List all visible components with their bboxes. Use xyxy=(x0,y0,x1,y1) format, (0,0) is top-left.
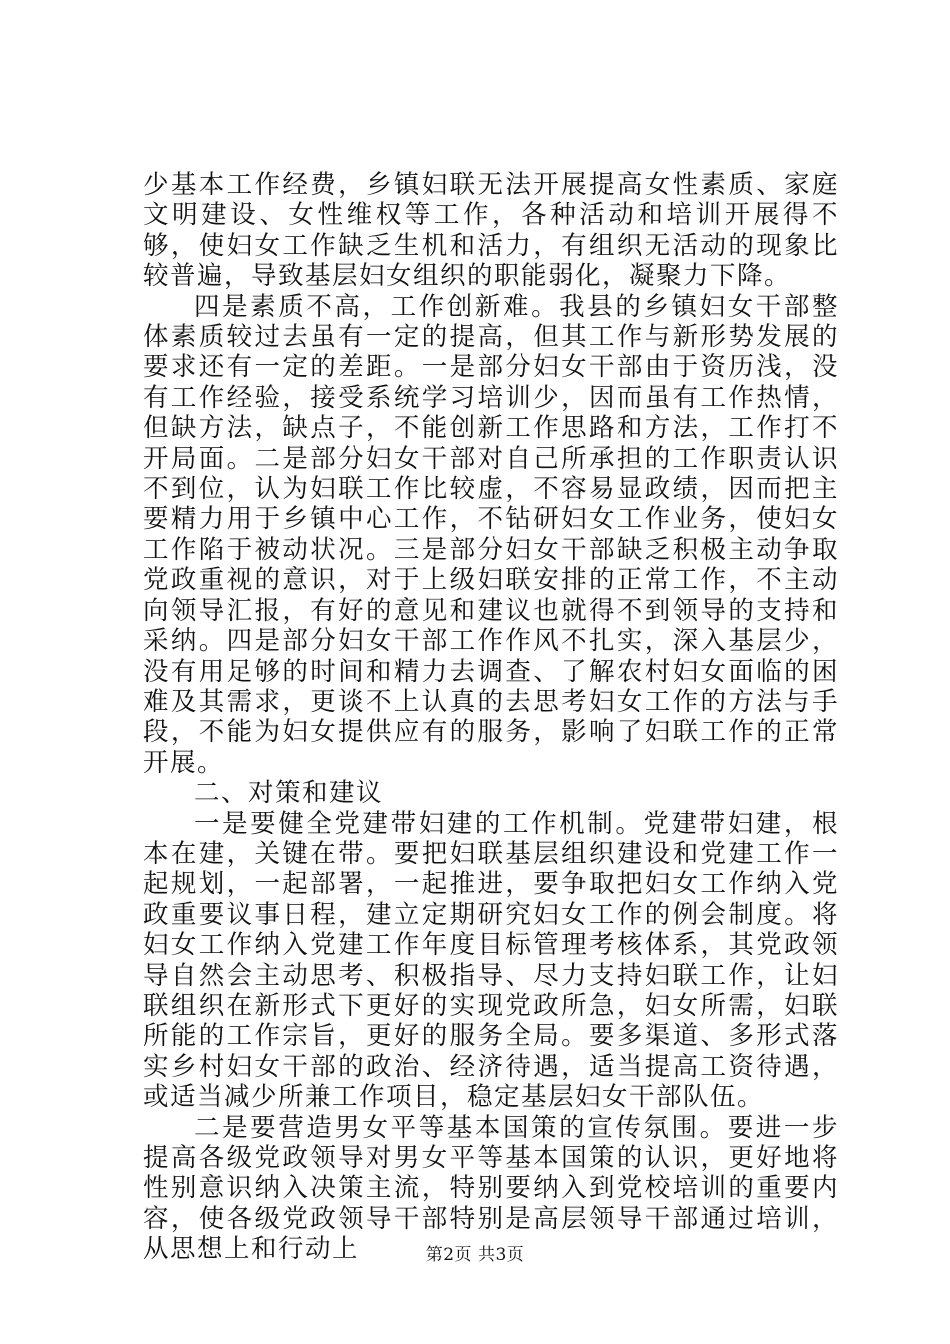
paragraph-continuation: 少基本工作经费，乡镇妇联无法开展提高女性素质、家庭文明建设、女性维权等工作，各种活动和培训开展得不够，使妇女工作缺乏生机和活力，有组织无活动的现象比较普遍，导致基层妇女组织的职能弱化，凝聚力下降。 xyxy=(143,170,839,292)
paragraph-mechanism: 一是要健全党建带妇建的工作机制。党建带妇建，根本在建，关键在带。要把妇联基层组织建设和党建工作一起规划，一起部署，一起推进，要争取把妇女工作纳入党政重要议事日程，建立定期研究妇女工作的例会制度。将妇女工作纳入党建工作年度目标管理考核体系，其党政领导自然会主动思考、积极指导、尽力支持妇联工作，让妇联组织在新形式下更好的实现党政所急，妇女所需，妇联所能的工作宗旨，更好的服务全局。要多渠道、多形式落实乡村妇女干部的政治、经济待遇，适当提高工资待遇，或适当减少所兼工作项目，稳定基层妇女干部队伍。 xyxy=(143,808,839,1113)
document-body xyxy=(143,170,839,1265)
paragraph-quality-issue: 四是素质不高，工作创新难。我县的乡镇妇女干部整体素质较过去虽有一定的提高，但其工作与新形势发展的要求还有一定的差距。一是部分妇女干部由于资历浅，没有工作经验，接受系统学习培训少，因而虽有工作热情，但缺方法，缺点子，不能创新工作思路和方法，工作打不开局面。二是部分妇女干部对自己所承担的工作职责认识不到位，认为妇联工作比较虚，不容易显政绩，因而把主要精力用于乡镇中心工作，不钻研妇女工作业务，使妇女工作陷于被动状况。三是部分妇女干部缺乏积极主动争取党政重视的意识，对于上级妇联安排的正常工作，不主动向领导汇报，有好的意见和建议也就得不到领导的支持和采纳。四是部分妇女干部工作作风不扎实，深入基层少，没有用足够的时间和精力去调查、了解农村妇女面临的困难及其需求，更谈不上认真的去思考妇女工作的方法与手段，不能为妇女提供应有的服务，影响了妇联工作的正常开展。 xyxy=(143,291,839,778)
paragraph-publicity: 二是要营造男女平等基本国策的宣传氛围。要进一步提高各级党政领导对男女平等基本国策的认识，更好地将性别意识纳入决策主流，特别要纳入到党校培训的重要内容，使各级党政领导干部特别是高层领导干部通过培训，从思想上和行动上 xyxy=(143,1112,839,1265)
page-footer: 第2页 共3页 xyxy=(425,1245,525,1265)
section-heading-countermeasures: 二、对策和建议 xyxy=(194,778,384,809)
